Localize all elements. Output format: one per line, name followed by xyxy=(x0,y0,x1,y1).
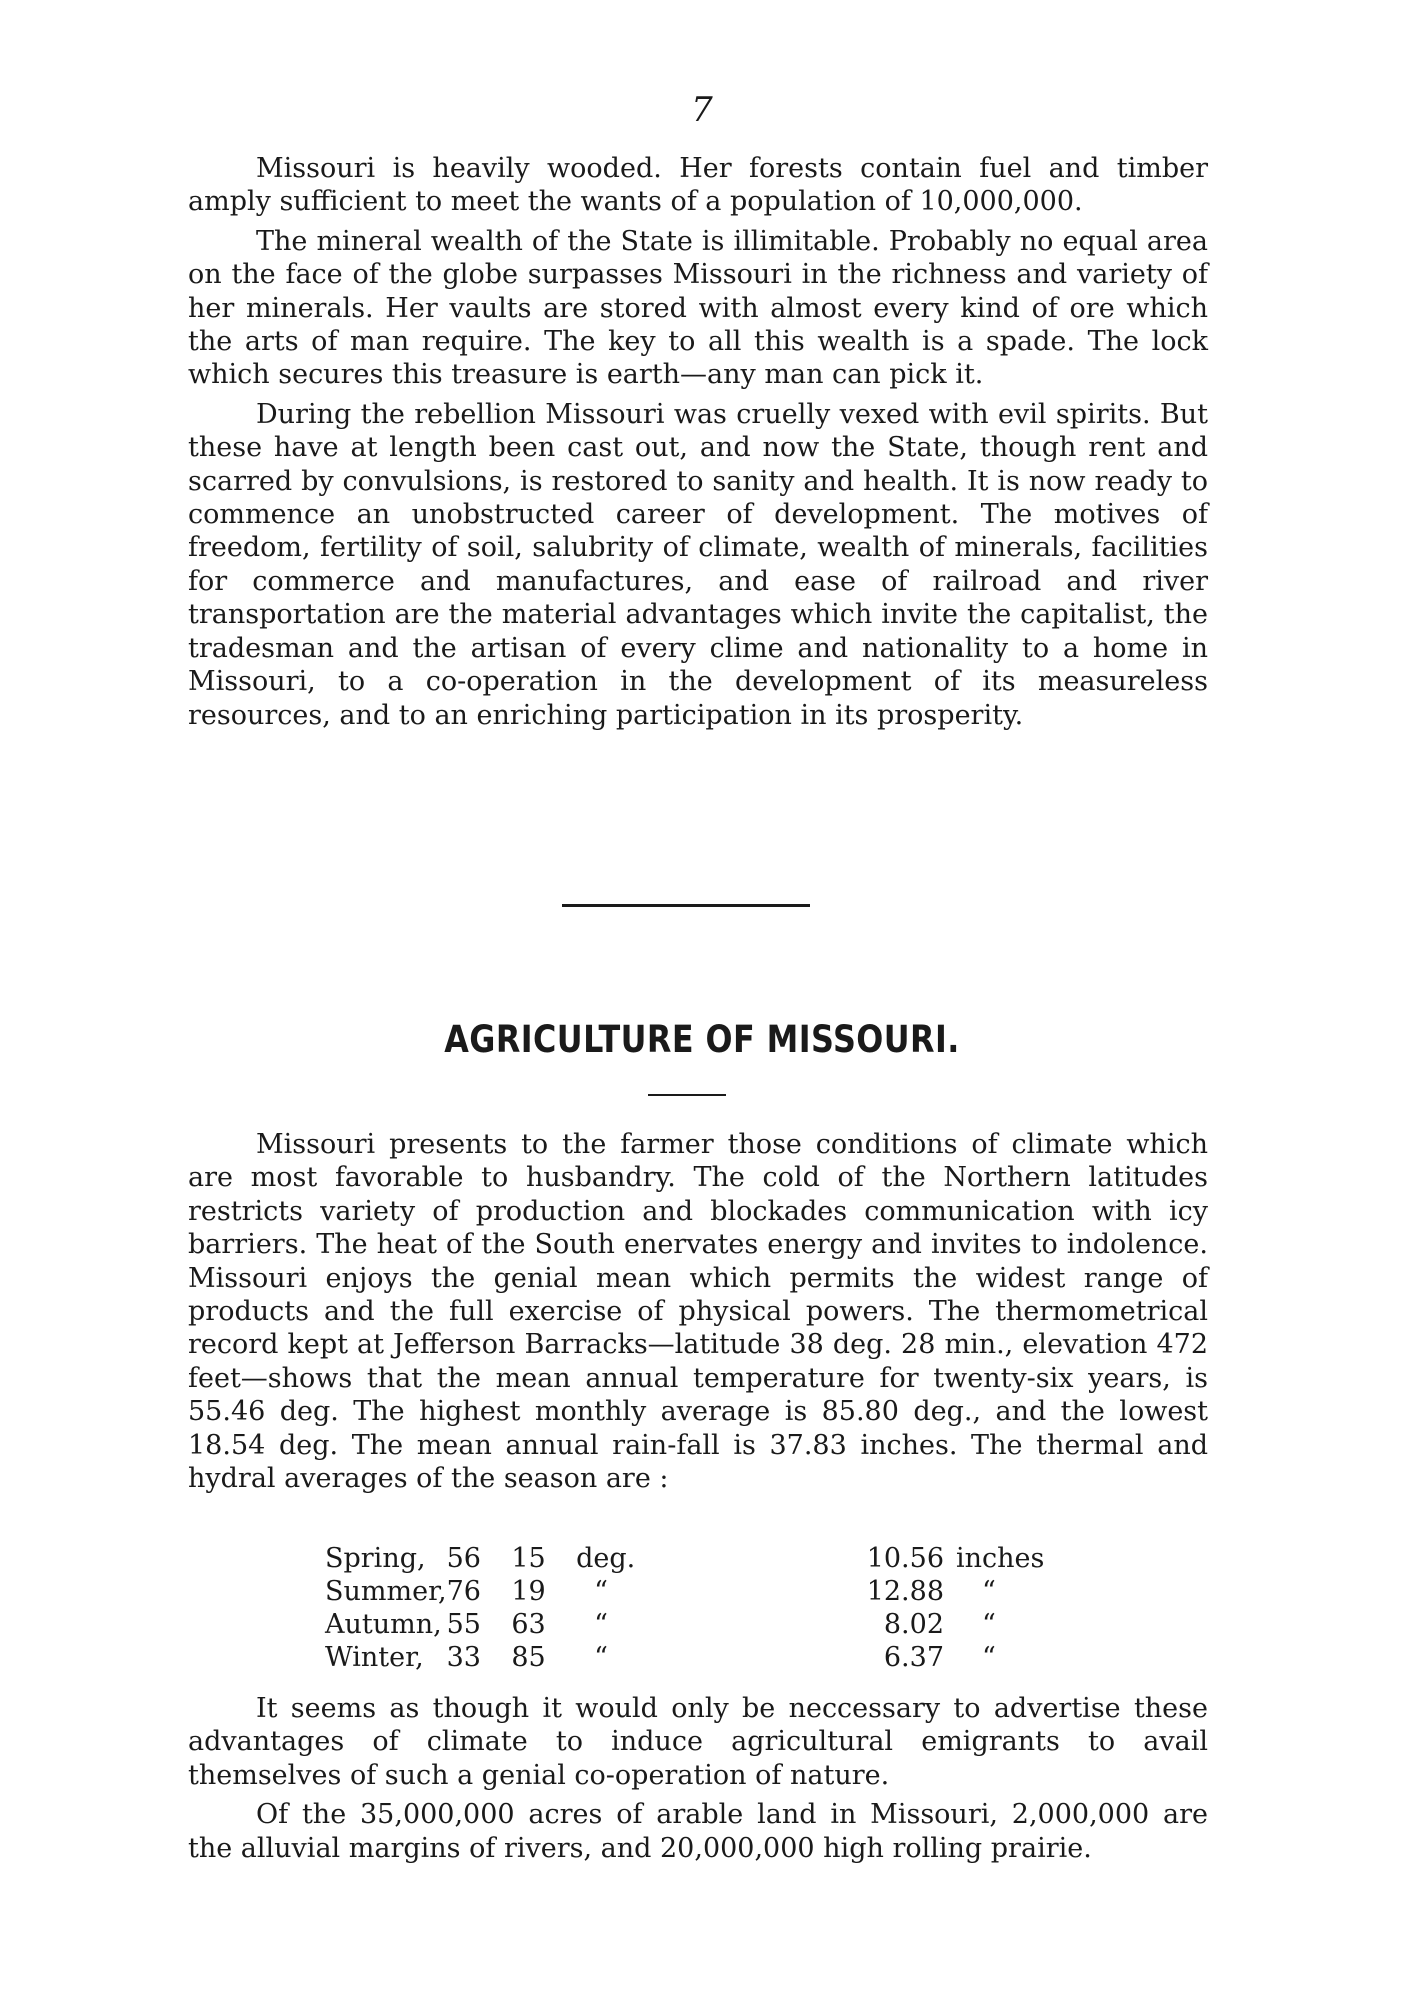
table-row xyxy=(325,1542,1085,1575)
temp-fraction: 85 xyxy=(511,1642,546,1673)
temp-fraction: 15 xyxy=(511,1543,546,1574)
season-averages-table xyxy=(325,1542,1085,1674)
temp-unit: “ xyxy=(594,1642,608,1673)
intro-section xyxy=(188,152,1208,738)
rainfall-unit: inches xyxy=(956,1543,1045,1574)
temp-fraction: 63 xyxy=(511,1609,546,1640)
temp-unit: “ xyxy=(594,1609,608,1640)
paragraph-agriculture-climate: Missouri presents to the farmer those conditions of climate which are most favorable to husbandry. The cold of the Northern latitudes restricts variety of production and blockades communication with icy barriers. The heat of the South enervates energy and invites to indolence. Missouri enjoys the genial mean which permits the widest range of products and the full exercise of physical powers. The thermometrical record kept at Jefferson Barracks—latitude 38 deg. 28 min., elevation 472 feet—shows that the mean annual temperature for twenty-six years, is 55.46 deg. The highest monthly average is 85.80 deg., and the lowest 18.54 deg. The mean annual rain-fall is 37.83 inches. The thermal and hydral averages of the season are : xyxy=(188,1129,1208,1495)
rainfall-unit: “ xyxy=(982,1642,996,1673)
rainfall-value: 10.56 xyxy=(866,1543,944,1574)
season-name: Winter, xyxy=(325,1642,424,1673)
paragraph-forests: Missouri is heavily wooded. Her forests contain fuel and timber amply sufficient to meet the wants of a population of 10,000,000. xyxy=(188,153,1208,218)
section-divider-rule xyxy=(562,904,810,907)
heading-underline-rule xyxy=(648,1094,726,1096)
season-name: Spring, xyxy=(325,1543,426,1574)
season-name: Autumn, xyxy=(325,1609,442,1640)
temp-whole: 76 xyxy=(446,1576,481,1607)
paragraph-rebellion: During the rebellion Missouri was cruelly vexed with evil spirits. But these have at length been cast out, and now the State, though rent and scarred by convulsions, is restored to sanity and health. It is now ready to commence an unobstructed career of development. The motives of freedom, fertility of soil, salubrity of climate, wealth of minerals, facilities for commerce and manufactures, and ease of railroad and river transportation are the material advantages which invite the capitalist, the tradesman and the artisan of every clime and nationality to a home in Missouri, to a co-operation in the development of its measureless resources, and to an enriching participation in its prosperity. xyxy=(188,398,1208,731)
temp-fraction: 19 xyxy=(511,1576,546,1607)
table-row xyxy=(325,1608,1085,1641)
rainfall-value: 8.02 xyxy=(883,1609,944,1640)
temp-unit: deg. xyxy=(576,1543,636,1574)
agriculture-intro-section xyxy=(188,1128,1208,1501)
table-row xyxy=(325,1641,1085,1674)
closing-section xyxy=(188,1692,1208,1871)
temp-unit: “ xyxy=(594,1576,608,1607)
temp-whole: 56 xyxy=(446,1543,481,1574)
temp-whole: 33 xyxy=(446,1642,481,1673)
temp-whole: 55 xyxy=(446,1609,481,1640)
paragraph-mineral-wealth: The mineral wealth of the State is illimitable. Probably no equal area on the face of the globe surpasses Missouri in the richness and variety of her minerals. Her vaults are stored with almost every kind of ore which the arts of man require. The key to all this wealth is a spade. The lock which secures this treasure is earth—any man can pick it. xyxy=(188,225,1208,391)
paragraph-arable-land: Of the 35,000,000 acres of arable land in Missouri, 2,000,000 are the alluvial margins of rivers, and 20,000,000 high rolling prairie. xyxy=(188,1799,1208,1864)
rainfall-value: 12.88 xyxy=(866,1576,944,1607)
rainfall-value: 6.37 xyxy=(883,1642,944,1673)
table-row xyxy=(325,1575,1085,1608)
rainfall-unit: “ xyxy=(982,1576,996,1607)
page-number: 7 xyxy=(691,90,713,130)
section-heading: AGRICULTURE OF MISSOURI. xyxy=(444,1018,960,1061)
season-name: Summer, xyxy=(325,1576,447,1607)
rainfall-unit: “ xyxy=(982,1609,996,1640)
paragraph-advertise: It seems as though it would only be neccessary to advertise these advantages of climate to induce agricultural emigrants to avail themselves of such a genial co-operation of nature. xyxy=(188,1693,1208,1791)
